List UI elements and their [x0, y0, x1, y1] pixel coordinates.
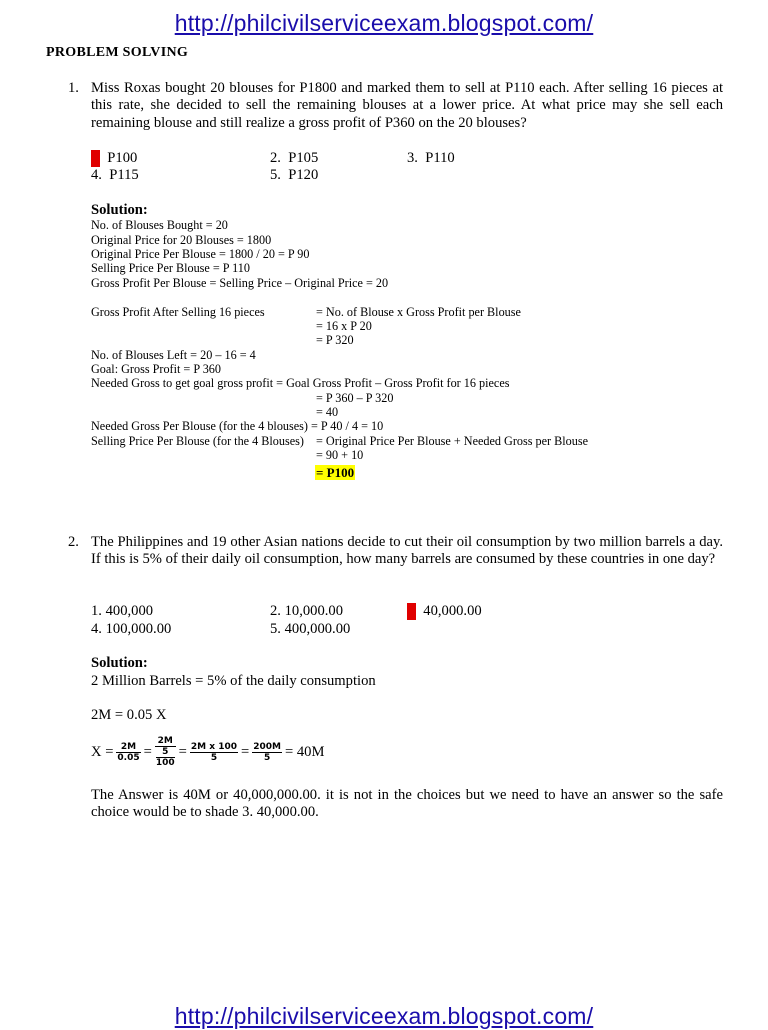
selling-price-label: Selling Price Per Blouse (for the 4 Blouses) [91, 434, 304, 448]
selected-marker: 1 [91, 150, 99, 166]
question-text: Miss Roxas bought 20 blouses for P1800 and marked them to sell at P110 each. After selling 16 pieces at this rate, she decided to sell the remaining blouses at a lower price. At what price may she sell each remaining blouse and still realize a gross profit of P360 on the 20 blouses? [91, 80, 723, 131]
option-label: P115 [109, 167, 139, 183]
option-1-5[interactable] [270, 167, 318, 184]
conclusion-text: The Answer is 40M or 40,000,000.00. it is not in the choices but we need to have an answer so the safe choice would be to shade 3. 40,000.00. [91, 787, 723, 821]
solution-step: = 16 x P 20 [316, 319, 372, 333]
option-label: 40,000.00 [423, 603, 482, 619]
option-label: P110 [425, 150, 455, 166]
fraction: 2M 5 100 [155, 736, 175, 768]
answer-text: = P100 [316, 465, 355, 480]
solution-step: = P 360 – P 320 [316, 391, 394, 405]
footer-url-link[interactable]: http://philcivilserviceexam.blogspot.com/ [174, 1003, 594, 1029]
question-text: The Philippines and 19 other Asian nations decide to cut their oil consumption by two million barrels a day. If this is 5% of their daily oil consumption, how many barrels are consumed by these countries in one day? [91, 534, 723, 568]
option-num: 3. [407, 150, 418, 166]
solution-step: = No. of Blouse x Gross Profit per Blouse [316, 305, 521, 319]
solution-line: Needed Gross to get goal gross profit = Goal Gross Profit – Gross Profit for 16 pieces [91, 376, 510, 390]
equation [91, 736, 324, 768]
fraction: $\frac{\text{2M x 100}}{5}$ [190, 741, 237, 763]
solution-line: Original Price for 20 Blouses = 1800 [91, 233, 272, 247]
option-1-3[interactable] [407, 150, 455, 167]
fraction: $\frac{200M}{5}$ [253, 741, 281, 763]
option-1-2[interactable] [270, 150, 318, 167]
option-1-4[interactable] [91, 167, 139, 184]
gross-profit-label: Gross Profit After Selling 16 pieces [91, 305, 265, 319]
solution-line: 2M = 0.05 X [91, 707, 167, 723]
solution-step: = P 320 [316, 333, 354, 347]
solution-line: Goal: Gross Profit = P 360 [91, 362, 221, 376]
option-num: 5. [270, 167, 281, 183]
solution-line: Gross Profit Per Blouse = Selling Price – Original Price = 20 [91, 276, 389, 290]
solution-line: Selling Price Per Blouse = P 110 [91, 261, 250, 275]
option-num: 1. [91, 603, 102, 619]
solution-line: No. of Blouses Bought = 20 [91, 218, 228, 232]
option-num: 2. [270, 603, 281, 619]
question-number: 1. [68, 80, 79, 96]
solution-line: 2 Million Barrels = 5% of the daily consumption [91, 673, 376, 689]
option-label: 400,000.00 [284, 621, 351, 637]
solution-line: No. of Blouses Left = 20 – 16 = 4 [91, 348, 256, 362]
solution-step: = 40 [316, 405, 339, 419]
solution-step: = 90 + 10 [316, 448, 364, 462]
option-2-1[interactable] [91, 603, 153, 620]
header-url-link[interactable]: http://philcivilserviceexam.blogspot.com/ [174, 10, 594, 36]
equation-result: = 40M [284, 743, 325, 760]
option-num: 4. [91, 621, 102, 637]
equals-sign: = [178, 743, 187, 760]
option-label: P100 [107, 150, 138, 166]
solution-title: Solution: [91, 655, 148, 671]
option-num: 5. [270, 621, 281, 637]
option-label: P105 [288, 150, 319, 166]
solution-title: Solution: [91, 202, 148, 218]
solution-line: Original Price Per Blouse = 1800 / 20 = P 90 [91, 247, 310, 261]
option-num: 2. [270, 150, 281, 166]
option-2-3[interactable] [407, 603, 482, 620]
equation-lhs: X = [91, 743, 114, 760]
option-label: 400,000 [105, 603, 154, 619]
option-label: 10,000.00 [284, 603, 343, 619]
option-2-4[interactable] [91, 621, 171, 638]
solution-step: = Original Price Per Blouse + Needed Gross per Blouse [316, 434, 588, 448]
equals-sign: = [143, 743, 152, 760]
selected-marker: 3 [407, 603, 415, 619]
option-label: 100,000.00 [105, 621, 172, 637]
option-label: P120 [288, 167, 319, 183]
fraction: $\frac{2M}{0.05}$ [117, 741, 140, 763]
option-1-1[interactable] [91, 150, 137, 167]
section-title: PROBLEM SOLVING [46, 45, 189, 60]
equals-sign: = [240, 743, 250, 760]
option-2-5[interactable] [270, 621, 350, 638]
question-number: 2. [68, 534, 79, 550]
option-2-2[interactable] [270, 603, 343, 620]
solution-line: Needed Gross Per Blouse (for the 4 blouses) = P 40 / 4 = 10 [91, 419, 384, 433]
answer-highlight [315, 464, 355, 482]
option-num: 4. [91, 167, 102, 183]
